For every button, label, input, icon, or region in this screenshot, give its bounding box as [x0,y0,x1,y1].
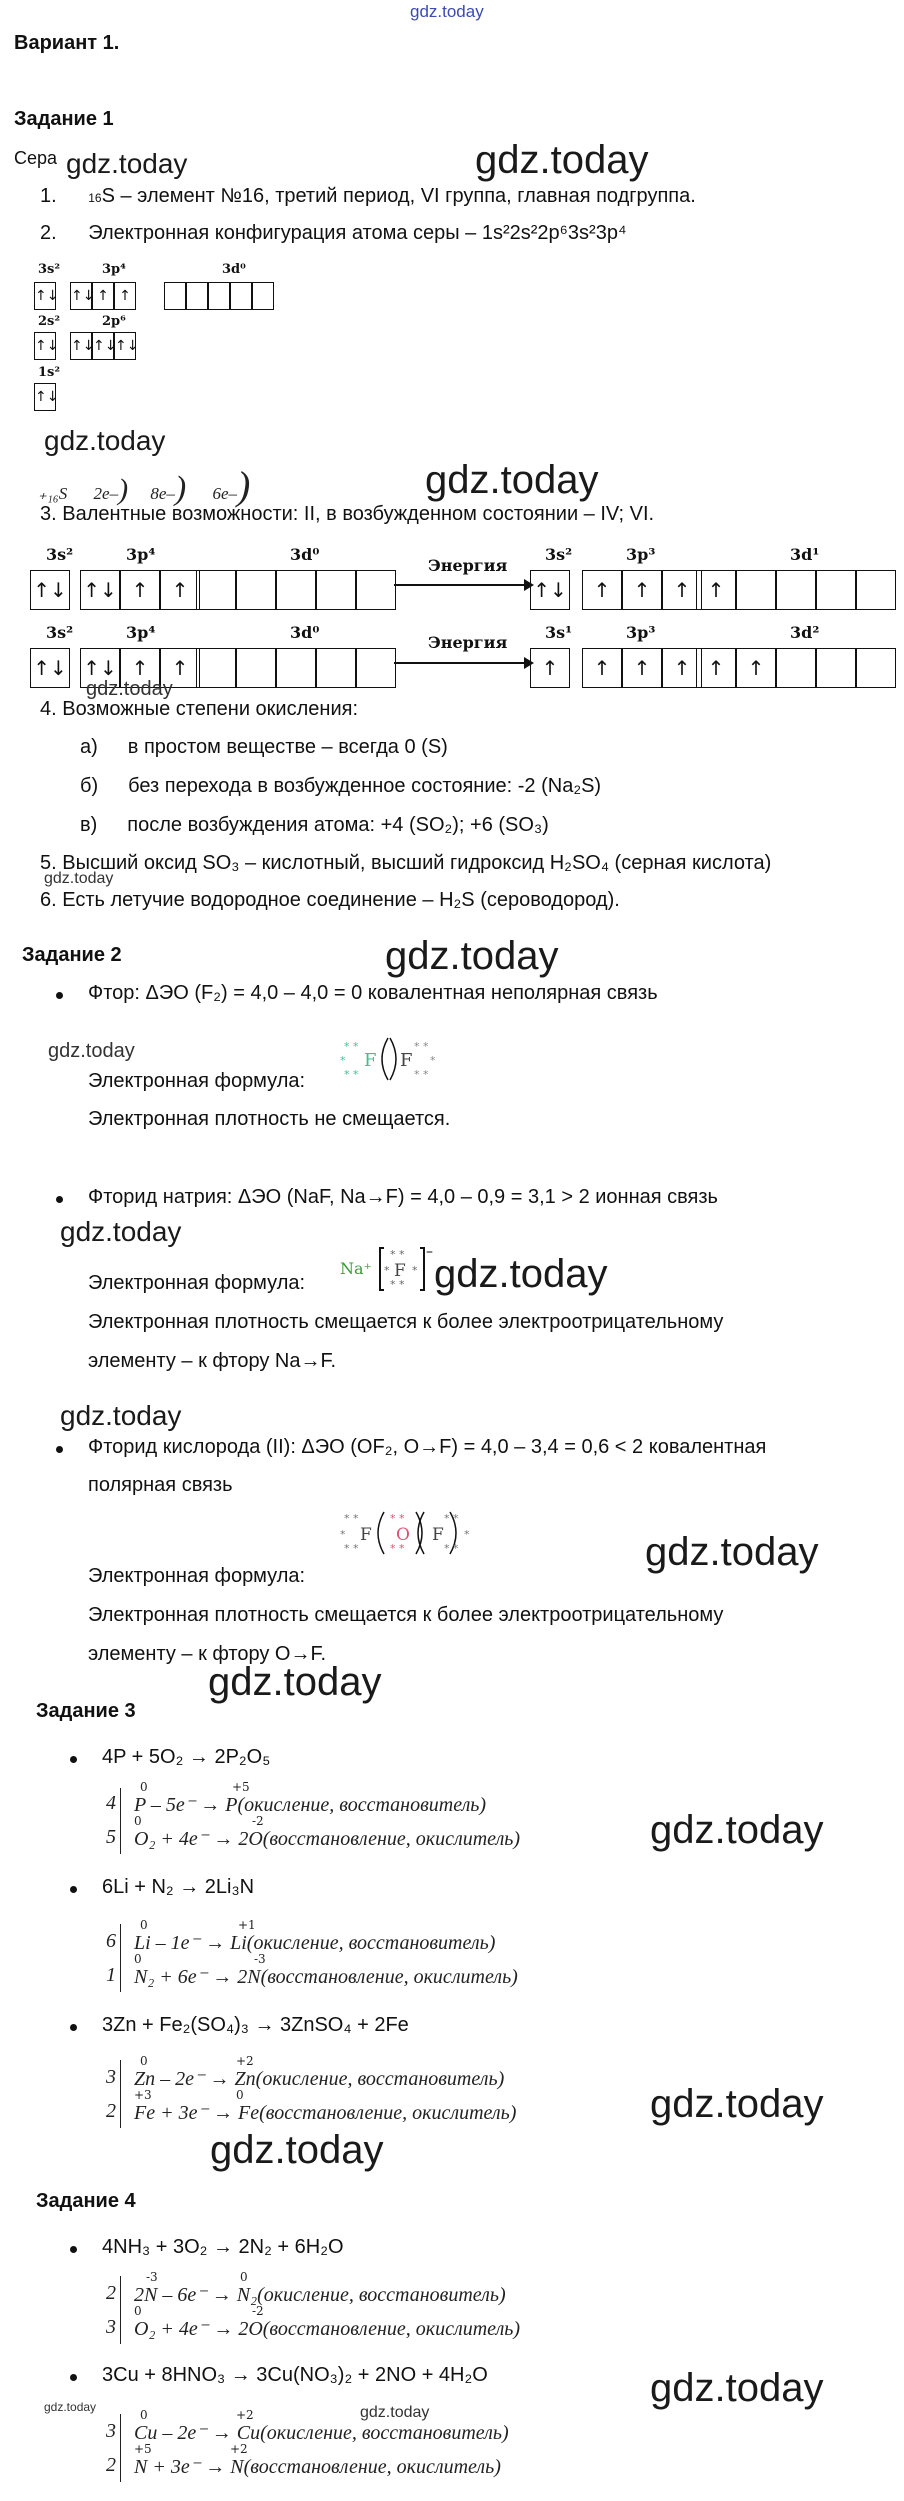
orbital-label-2p: 2p⁶ [102,314,126,329]
t3-r3-coef1: 3 [106,2066,116,2088]
t3-r2-ox1b: +1 [238,1918,256,1932]
task1-item-1: 1. 16S – элемент №16, третий период, VI группа, главная подгруппа. [40,185,696,207]
svg-text:* *: * * [344,1040,359,1053]
ox-item-a: а) в простом веществе – всегда 0 (S) [80,736,448,758]
t3-r3-ox1a: 0 [140,2054,148,2068]
energy-label: Энергия [428,556,508,575]
row1-left-d-label: 3d⁰ [290,545,320,564]
atom-f-left: F [364,1050,377,1071]
t4-r1-ox2b: -2 [252,2304,264,2318]
watermark: gdz.today [650,1808,824,1852]
t3-r1-coef2: 5 [106,1826,116,1848]
svg-text:* *: * * [444,1512,459,1525]
t4-r1-ox1a: -3 [146,2270,158,2284]
row1-right-s: ↑↓ [530,570,570,610]
watermark: gdz.today [208,1660,382,1704]
svg-text:*: * [384,1264,390,1277]
svg-text:* *: * * [414,1040,429,1053]
row1-right-s-label: 3s² [545,545,573,564]
watermark: gdz.today [60,1400,182,1431]
t3-r3-bar [120,2060,121,2128]
t3-r1-ox2a: 0 [134,1814,142,1828]
watermark: gdz.today [645,1530,819,1574]
atom-f-right: F [432,1525,444,1545]
svg-text:* *: * * [344,1512,359,1525]
atom-na: Na⁺ [340,1259,372,1278]
svg-text:* *: * * [390,1512,405,1525]
task2-bullet-3-cont: полярная связь [88,1474,233,1496]
site-link[interactable]: gdz.today [410,2,484,21]
row1-left-p-label: 3p⁴ [126,545,156,564]
t4-r2-ox2b: +2 [230,2442,248,2456]
svg-text:*: * [340,1528,346,1541]
bullet [56,1446,63,1453]
f2-structure [340,1034,450,1084]
t4-r2-line1: Cu – 2e⁻ → Cu(окисление, восстановитель) [134,2422,509,2444]
watermark: gdz.today [360,2404,430,2421]
t3-r1-ox1a: 0 [140,1780,148,1794]
t3-r3-eq: 3Zn + Fe₂(SO₄)₃ → 3ZnSO₄ + 2Fe [102,2014,409,2036]
t3-r2-ox1a: 0 [140,1918,148,1932]
t4-r2-line2: N + 3e⁻ → N(восстановление, окислитель) [134,2456,501,2478]
t3-r3-ox2b: 0 [236,2088,244,2102]
atom-f-left: F [360,1525,372,1545]
shell-diagram: ₊₁₆S 2e–) 8e–) 6e–) [38,463,251,508]
row2-left-s-label: 3s² [46,623,74,642]
t3-r2-bar [120,1924,121,1992]
t3-r3-ox2a: +3 [134,2088,152,2102]
watermark: gdz.today [66,148,188,179]
b3-density-2: элементу – к фтору O→F. [88,1643,327,1665]
b2-formula: Электронная формула: [88,1272,306,1294]
bullet [70,2374,77,2381]
b3-density-1: Электронная плотность смещается к более электроотрицательному [88,1604,724,1626]
orbital-label-2s: 2s² [38,314,61,329]
t4-r1-line2: O₂ + 4e⁻ → 2O(восстановление, окислитель) [134,2318,521,2340]
watermark: gdz.today [44,2400,97,2414]
task2-bullet-2: Фторид натрия: ΔЭО (NaF, Na→F) = 4,0 – 0,9 = 3,1 > 2 ионная связь [88,1186,718,1208]
row1-left-s-label: 3s² [46,545,74,564]
watermark: gdz.today [425,458,599,502]
row2-left-d-label: 3d⁰ [290,623,320,642]
energy-label: Энергия [428,633,508,652]
t3-r3-ox1b: +2 [236,2054,254,2068]
row2-right-d: ↑ ↑ [696,648,896,688]
t4-r1-coef2: 3 [106,2316,116,2338]
row2-left-p-label: 3p⁴ [126,623,156,642]
ox-item-b: б) без перехода в возбужденное состояние: -2 (Na₂S) [80,775,602,797]
row2-right-d-label: 3d² [790,623,820,642]
svg-text:*: * [412,1264,418,1277]
svg-text:*: * [464,1528,470,1541]
t4-r1-line1: 2N – 6e⁻ → N₂(окисление, восстановитель) [134,2284,506,2306]
orbital-label-3s: 3s² [38,262,61,277]
t3-r1-coef1: 4 [106,1792,116,1814]
task3-heading: Задание 3 [36,1700,136,1722]
t3-r3-line1: Zn – 2e⁻ → Zn(окисление, восстановитель) [134,2068,505,2090]
atom-f: F [394,1261,406,1281]
row2-right-s: ↑ [530,648,570,688]
atom-f-right: F [400,1050,413,1071]
orbital-label-3d: 3d⁰ [222,262,246,277]
t3-r2-eq: 6Li + N₂ → 2Li₃N [102,1876,255,1898]
svg-text:* *: * * [390,1542,405,1555]
atom-o: O [396,1525,410,1545]
t3-r2-line1: Li – 1e⁻ → Li(окисление, восстановитель) [134,1932,496,1954]
task2-bullet-1: Фтор: ΔЭО (F₂) = 4,0 – 4,0 = 0 ковалентная неполярная связь [88,982,658,1004]
t4-r1-ox2a: 0 [134,2304,142,2318]
b2-density-1: Электронная плотность смещается к более электроотрицательному [88,1311,724,1333]
item-6: 6. Есть летучие водородное соединение – H₂S (сероводород). [40,889,620,911]
t3-r3-coef2: 2 [106,2100,116,2122]
t3-r1-line1: P – 5e⁻ → P(окисление, восстановитель) [134,1794,487,1816]
item-5: 5. Высший оксид SO₃ – кислотный, высший гидроксид H₂SO₄ (серная кислота) [40,852,772,874]
bullet [70,2024,77,2031]
t4-r1-coef1: 2 [106,2282,116,2304]
watermark: gdz.today [475,138,649,182]
task4-heading: Задание 4 [36,2190,136,2212]
t4-r1-bar [120,2276,121,2344]
t4-r2-coef2: 2 [106,2454,116,2476]
svg-text:* *: * * [444,1542,459,1555]
t4-r2-ox1b: +2 [236,2408,254,2422]
b3-formula: Электронная формула: [88,1565,306,1587]
row2-right-p-label: 3p³ [626,623,656,642]
t4-r2-ox2a: +5 [134,2442,152,2456]
row1-left-d [196,570,396,610]
row1-left-s: ↑↓ [30,570,70,610]
row2-left-s: ↑↓ [30,648,70,688]
t4-r1-eq: 4NH₃ + 3O₂ → 2N₂ + 6H₂O [102,2236,344,2258]
orbital-1s: ↑↓ [34,383,56,411]
watermark: gdz.today [44,870,114,887]
watermark: gdz.today [434,1252,608,1296]
row2-right-p: ↑ ↑ ↑ [582,648,702,688]
watermark: gdz.today [48,1040,135,1062]
page-title: Вариант 1. [14,32,120,54]
t3-r1-ox2b: -2 [252,1814,264,1828]
bullet [56,992,63,999]
watermark: gdz.today [210,2128,384,2172]
bullet [70,1886,77,1893]
valence-text: 3. Валентные возможности: II, в возбужденном состоянии – IV; VI. [40,503,655,525]
orbital-2s: ↑↓ [34,332,56,360]
svg-text:*: * [430,1054,436,1067]
energy-arrow [394,578,534,592]
orbital-3p: ↑↓ ↑ ↑ [70,282,136,310]
task1-item-2: 2. Электронная конфигурация атома серы – 1s²2s²2p⁶3s²3p⁴ [40,222,627,244]
row1-right-d: ↑ [696,570,896,610]
task2-heading: Задание 2 [22,944,122,966]
t4-r2-eq: 3Cu + 8HNO₃ → 3Cu(NO₃)₂ + 2NO + 4H₂O [102,2364,488,2386]
t3-r1-line2: O₂ + 4e⁻ → 2O(восстановление, окислитель) [134,1828,521,1850]
t3-r2-coef1: 6 [106,1930,116,1952]
row2-right-s-label: 3s¹ [545,623,573,642]
watermark: gdz.today [60,1216,182,1247]
bullet [70,2246,77,2253]
t4-r2-coef1: 3 [106,2420,116,2442]
watermark: gdz.today [650,2366,824,2410]
b1-density: Электронная плотность не смещается. [88,1108,451,1130]
svg-text:*: * [340,1054,346,1067]
orbital-3s: ↑↓ [34,282,56,310]
orbital-label-3p: 3p⁴ [102,262,126,277]
bullet [70,1756,77,1763]
row1-right-p: ↑ ↑ ↑ [582,570,702,610]
minus-charge: – [426,1244,433,1260]
orbital-3d [164,282,274,310]
row1-right-p-label: 3p³ [626,545,656,564]
t3-r2-line2: N₂ + 6e⁻ → 2N(восстановление, окислитель) [134,1966,518,1988]
t4-r2-bar [120,2414,121,2482]
b2-density-2: элементу – к фтору Na→F. [88,1350,337,1372]
t4-r1-ox1b: 0 [240,2270,248,2284]
energy-arrow [394,656,534,670]
t3-r2-ox2b: -3 [254,1952,266,1966]
row1-right-d-label: 3d¹ [790,545,820,564]
svg-text:* *: * * [344,1068,359,1081]
row2-left-p: ↑↓ ↑ ↑ [80,648,200,688]
t3-r1-eq: 4P + 5O₂ → 2P₂O₅ [102,1746,271,1768]
svg-text:* *: * * [390,1248,405,1261]
row2-left-d [196,648,396,688]
svg-text:* *: * * [344,1542,359,1555]
element-label: Сера [14,148,58,168]
task2-bullet-3: Фторид кислорода (II): ΔЭО (OF₂, O→F) = 4,0 – 3,4 = 0,6 < 2 ковалентная [88,1436,767,1458]
watermark: gdz.today [650,2082,824,2126]
t3-r1-bar [120,1788,121,1854]
svg-text:* *: * * [390,1278,405,1291]
watermark: gdz.today [385,934,559,978]
ox-item-c: в) после возбуждения атома: +4 (SO₂); +6 (SO₃) [80,814,549,836]
bullet [56,1196,63,1203]
watermark: gdz.today [86,678,173,700]
t3-r2-coef2: 1 [106,1964,116,1986]
t3-r1-ox1b: +5 [232,1780,250,1794]
orbital-2p: ↑↓ ↑↓ ↑↓ [70,332,136,360]
of2-structure [340,1508,490,1558]
row1-left-p: ↑↓ ↑ ↑ [80,570,200,610]
task1-heading: Задание 1 [14,108,114,130]
b1-formula: Электронная формула: [88,1070,306,1092]
ox-heading: 4. Возможные степени окисления: [40,698,358,720]
watermark: gdz.today [44,425,166,456]
svg-text:* *: * * [414,1068,429,1081]
orbital-label-1s: 1s² [38,365,61,380]
t3-r3-line2: Fe + 3e⁻ → Fe(восстановление, окислитель) [134,2102,517,2124]
t3-r2-ox2a: 0 [134,1952,142,1966]
t4-r2-ox1a: 0 [140,2408,148,2422]
